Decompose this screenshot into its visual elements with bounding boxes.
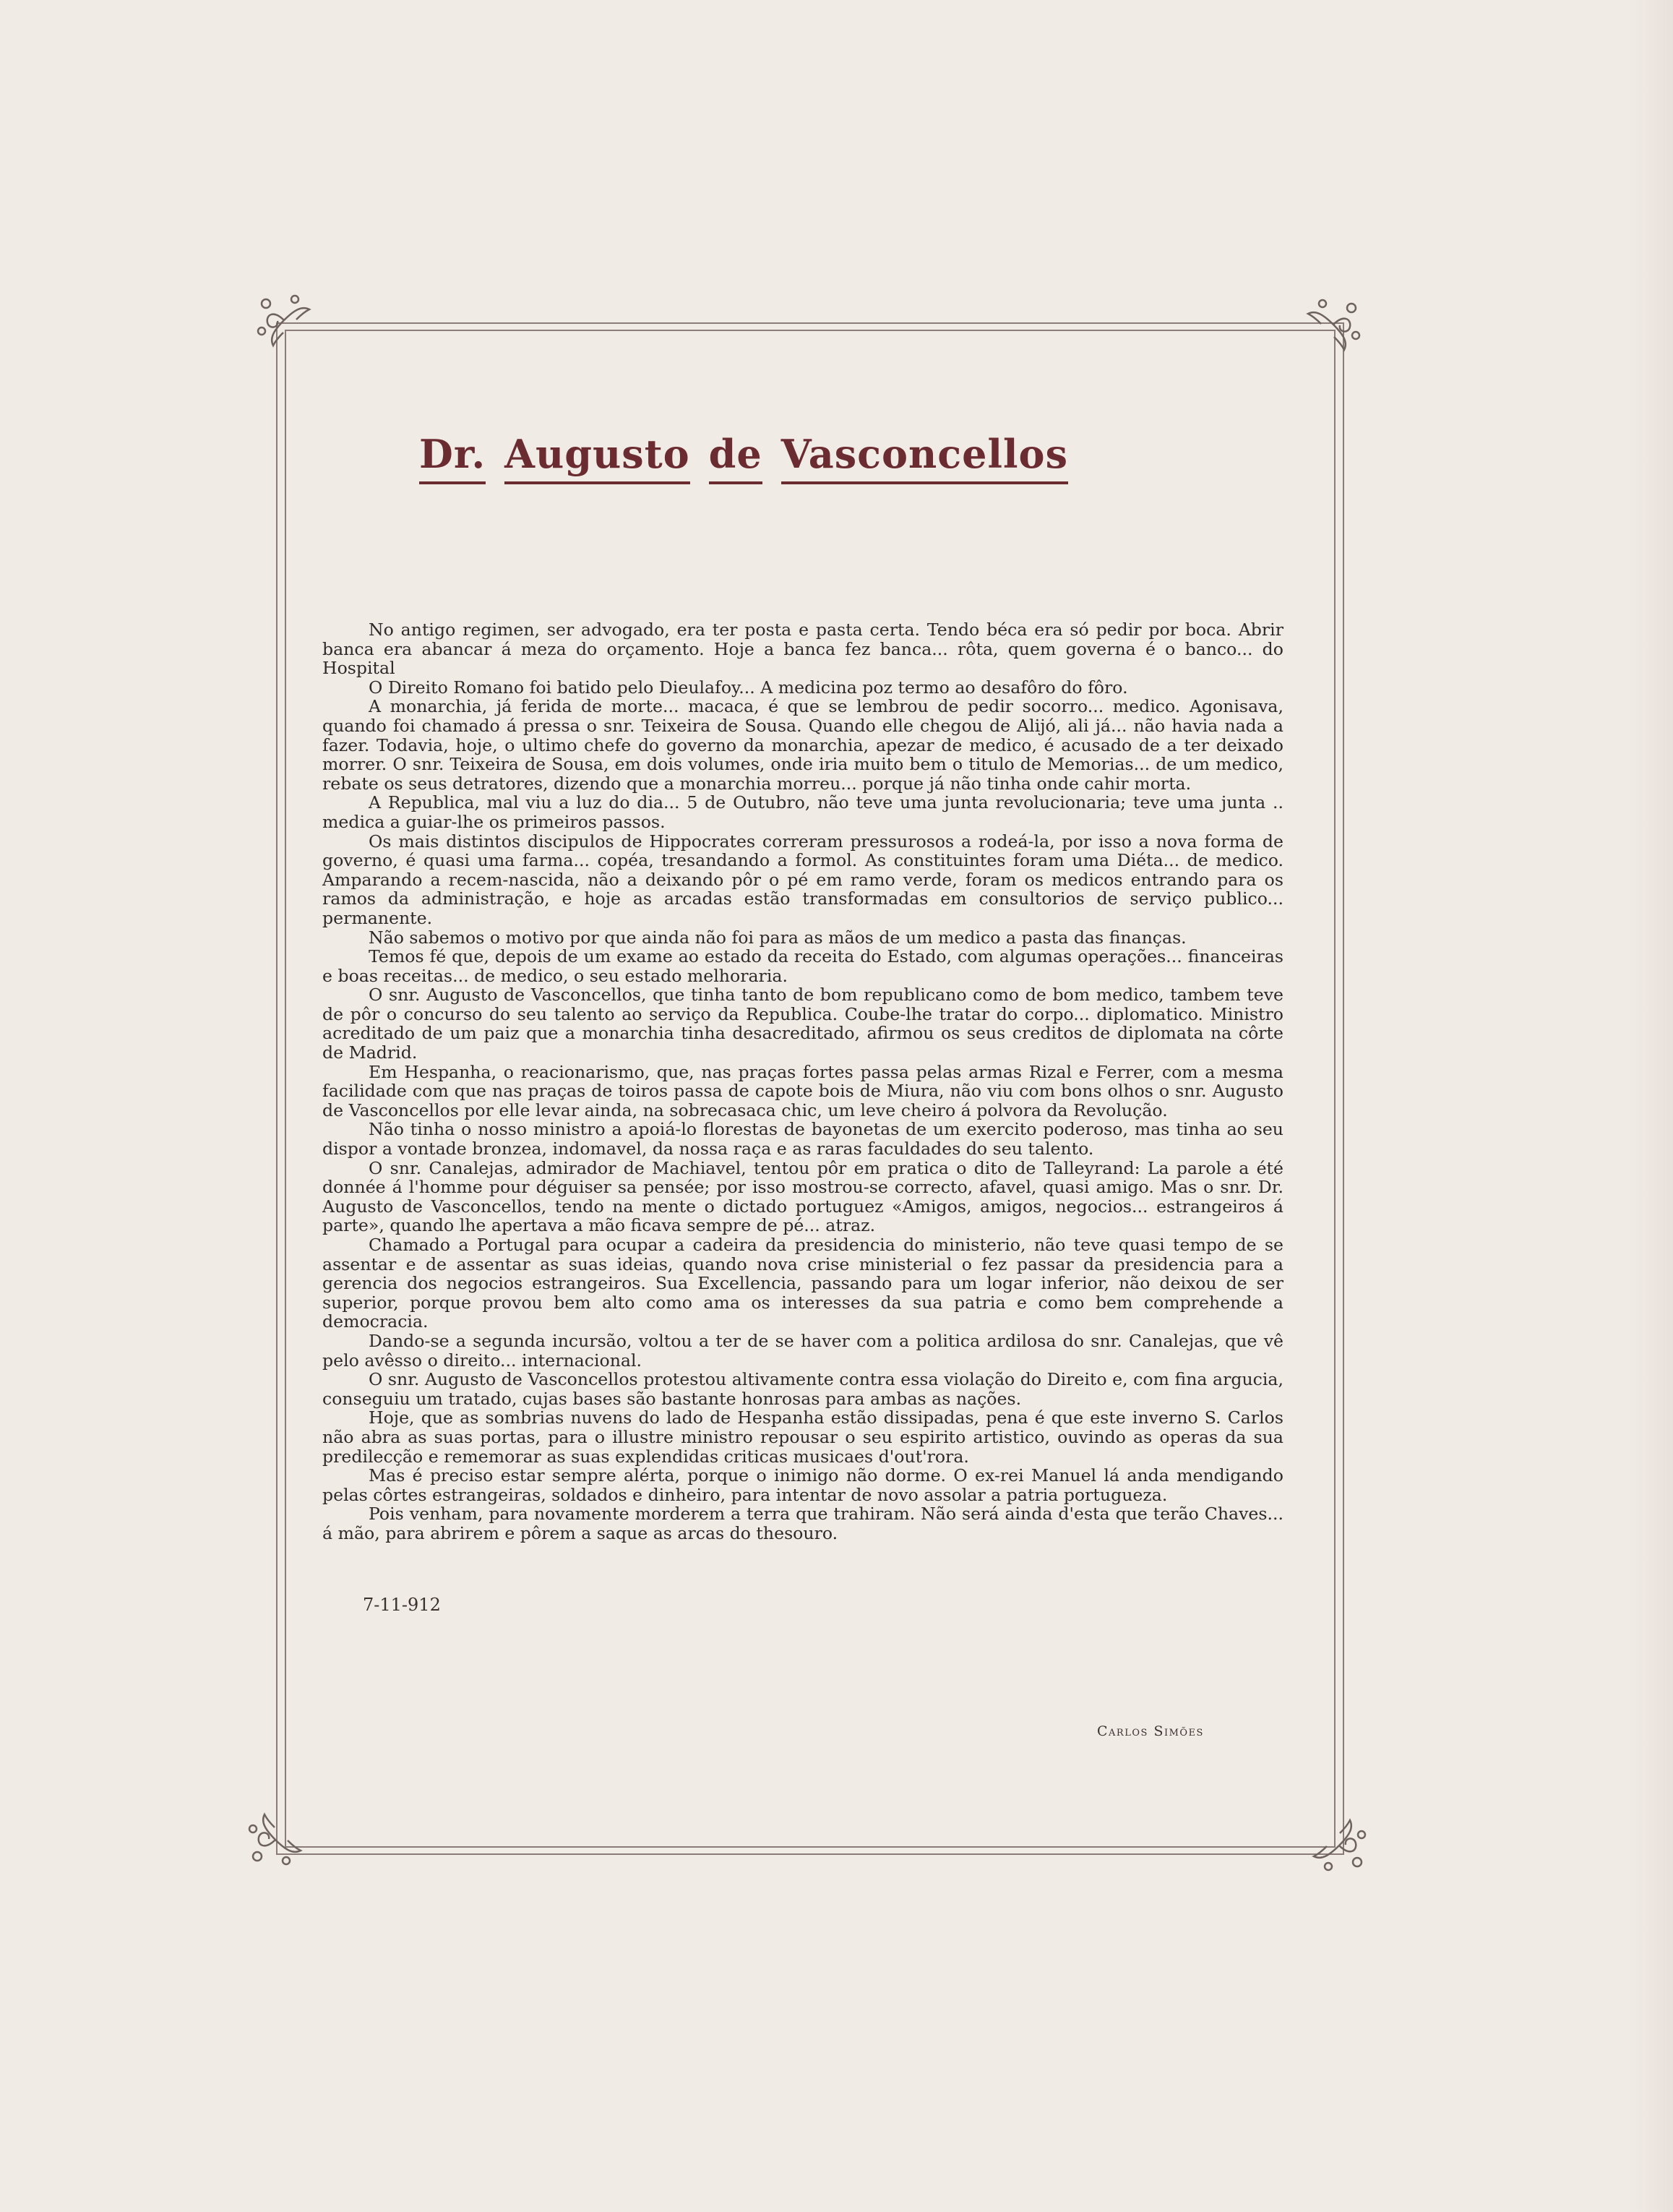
paragraph: Chamado a Portugal para ocupar a cadeira da presidencia do ministerio, não teve quasi tempo de se assentar e de assentar as suas ideias, quando nova crise ministerial o fez passar da presidencia para a gerencia dos negocios estrangeiros. Sua Excellencia, passando para um logar inferior, não deixou de ser superior, porque provou bem alto como ama os interesses da sua patria e como bem comprehende a democracia. <box>322 1235 1283 1332</box>
title-word: Vasconcellos <box>781 431 1068 484</box>
page-title <box>419 431 1087 484</box>
paragraph: O snr. Augusto de Vasconcellos protestou altivamente contra essa violação do Direito e, com fina argucia, conseguiu um tratado, cujas bases são bastante honrosas para ambas as nações. <box>322 1369 1283 1409</box>
article-date: 7-11-912 <box>363 1595 441 1615</box>
paragraph: No antigo regimen, ser advogado, era ter posta e pasta certa. Tendo béca era só pedir por boca. Abrir banca era abancar á meza do orçamento. Hoje a banca fez banca... rôta, quem governa é o banco... do Hospital <box>322 620 1283 679</box>
corner-ornament-top-left-icon <box>251 288 317 353</box>
paragraph: Pois venham, para novamente morderem a terra que trahiram. Não será ainda d'esta que terão Chaves... á mão, para abrirem e pôrem a saque as arcas do thesouro. <box>322 1504 1283 1543</box>
page-edge-shadow <box>1630 0 1673 2212</box>
title-word: Dr. <box>419 431 486 484</box>
article-body <box>322 620 1283 1543</box>
corner-ornament-bottom-right-icon <box>1307 1813 1372 1878</box>
author-signature: Carlos Simões <box>1097 1723 1204 1739</box>
title-word: de <box>709 431 762 484</box>
paragraph: O snr. Augusto de Vasconcellos, que tinha tanto de bom republicano como de bom medico, tambem teve de pôr o concurso do seu talento ao serviço da Republica. Coube-lhe tratar do corpo... diplomatico. Ministro acreditado de um paiz que a monarchia tinha desacreditado, afirmou os seus creditos de diplomata na côrte de Madrid. <box>322 985 1283 1063</box>
paragraph: Hoje, que as sombrias nuvens do lado de Hespanha estão dissipadas, pena é que este inverno S. Carlos não abra as suas portas, para o illustre ministro repousar o seu espirito artistico, ouvindo as operas da sua predilecção e rememorar as suas explendidas criticas musicaes d'out'rora. <box>322 1407 1283 1467</box>
corner-ornament-top-right-icon <box>1301 292 1366 357</box>
title-word: Augusto <box>504 431 690 484</box>
paragraph: Não tinha o nosso ministro a apoiá-lo florestas de bayonetas de um exercito poderoso, mas tinha ao seu dispor a vontade bronzea, indomavel, da nossa raça e as raras faculdades do seu talento. <box>322 1119 1283 1159</box>
paragraph: Não sabemos o motivo por que ainda não foi para as mãos de um medico a pasta das finanças. <box>369 927 1187 948</box>
paragraph: Em Hespanha, o reacionarismo, que, nas praças fortes passa pelas armas Rizal e Ferrer, com a mesma facilidade com que nas praças de toiros passa de capote bois de Miura, não viu com bons olhos o snr. Augusto de Vasconcellos por elle levar ainda, na sobrecasaca chic, um leve cheiro á polvora da Revolução. <box>322 1061 1283 1120</box>
paragraph: Temos fé que, depois de um exame ao estado da receita do Estado, com algumas operações... financeiras e boas receitas... de medico, o seu estado melhoraria. <box>322 946 1283 986</box>
paragraph: O snr. Canalejas, admirador de Machiavel, tentou pôr em pratica o dito de Talleyrand: La parole a été donnée á l'homme pour déguiser sa pensée; por isso mostrou-se correcto, afavel, quasi amigo. Mas o snr. Dr. Augusto de Vasconcellos, tendo na mente o dictado portuguez «Amigos, amigos, negocios... estrangeiros á parte», quando lhe apertava a mão ficava sempre de pé... atraz. <box>322 1157 1283 1236</box>
paragraph: A monarchia, já ferida de morte... macaca, é que se lembrou de pedir socorro... medico. Agonisava, quando foi chamado á pressa o snr. Teixeira de Sousa. Quando elle chegou de Alijó, ali já... não havia nada a fazer. Todavia, hoje, o ultimo chefe do governo da monarchia, apezar de medico, é acusado de a ter deixado morrer. O snr. Teixeira de Sousa, em dois volumes, onde iria muito bem o titulo de Memorias... de um medico, rebate os seus detratores, dizendo que a monarchia morreu... porque já não tinha onde cahir morta. <box>322 696 1283 794</box>
paragraph: A Republica, mal viu a luz do dia... 5 de Outubro, não teve uma junta revolucionaria; teve uma junta .. medica a guiar-lhe os primeiros passos. <box>322 792 1283 832</box>
corner-ornament-bottom-left-icon <box>243 1807 308 1872</box>
paragraph: Mas é preciso estar sempre alérta, porque o inimigo não dorme. O ex-rei Manuel lá anda mendigando pelas côrtes estrangeiras, soldados e dinheiro, para intentar de novo assolar a patria portugueza. <box>322 1465 1283 1505</box>
paragraph: Dando-se a segunda incursão, voltou a ter de se haver com a politica ardilosa do snr. Canalejas, que vê pelo avêsso o direito... internacional. <box>322 1330 1283 1371</box>
paragraph: O Direito Romano foi batido pelo Dieulafoy... A medicina poz termo ao desafôro do fôro. <box>369 677 1128 698</box>
paragraph: Os mais distintos discipulos de Hippocrates correram pressurosos a rodeá-la, por isso a nova forma de governo, é quasi uma farma... copéa, tresandando a formol. As constituintes foram uma Diéta... de medico. Amparando a recem-nascida, não a deixando pôr o pé em ramo verde, foram os medicos entrando para os ramos da administração, e hoje as arcadas estão transformadas em consultorios de serviço publico... permanente. <box>322 831 1283 928</box>
